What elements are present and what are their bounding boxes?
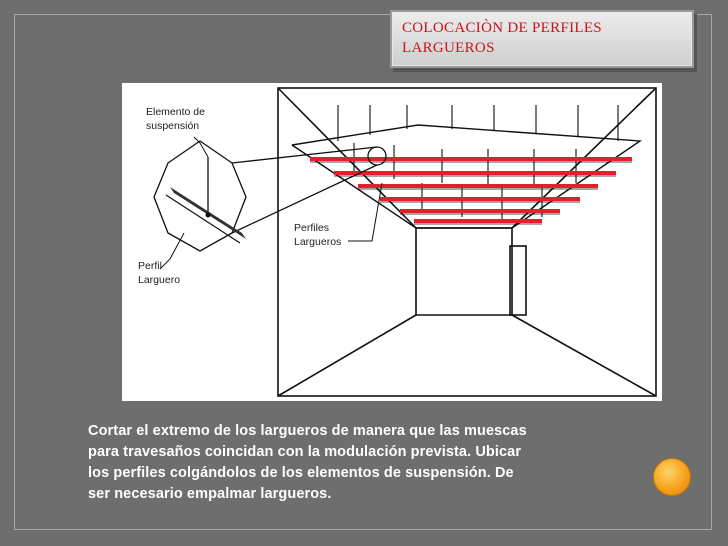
- label-perfil-line-2: Larguero: [138, 274, 181, 286]
- slide-title-box: [392, 12, 692, 66]
- label-suspension-line-2: suspensión: [146, 120, 200, 132]
- slide-title-line-2: LARGUEROS: [402, 40, 495, 56]
- ceiling-diagram-svg: [122, 83, 662, 401]
- edge-bottom-right: [512, 315, 656, 396]
- slide-title-line-1: COLOCACIÒN DE PERFILES: [402, 20, 602, 36]
- detail-hook: [206, 213, 211, 218]
- detail-profile-edge: [166, 195, 240, 243]
- corner-orb-decoration: [653, 458, 691, 496]
- ceiling-diagram: [122, 83, 662, 401]
- slide-caption: [88, 421, 648, 505]
- label-perfiles-line-1: Perfiles: [294, 222, 330, 234]
- label-perfil-line-1: Perfil: [138, 260, 162, 272]
- leader-perfiles: [348, 183, 382, 241]
- caption-line-1: Cortar el extremo de los largueros de manera que las muescas: [88, 423, 527, 439]
- label-perfiles-line-2: Largueros: [294, 236, 342, 248]
- edge-bottom-left: [278, 315, 416, 396]
- detail-profile: [166, 187, 246, 243]
- label-suspension-line-1: Elemento de: [146, 106, 205, 118]
- caption-line-3: los perfiles colgándolos de los elementos de suspensión. De: [88, 465, 514, 481]
- leader-perfil: [160, 233, 184, 269]
- caption-line-2: para travesaños coincidan con la modulación prevista. Ubicar: [88, 444, 522, 460]
- leader-suspension: [194, 137, 208, 157]
- caption-line-4: ser necesario empalmar largueros.: [88, 486, 332, 502]
- back-wall: [416, 228, 512, 315]
